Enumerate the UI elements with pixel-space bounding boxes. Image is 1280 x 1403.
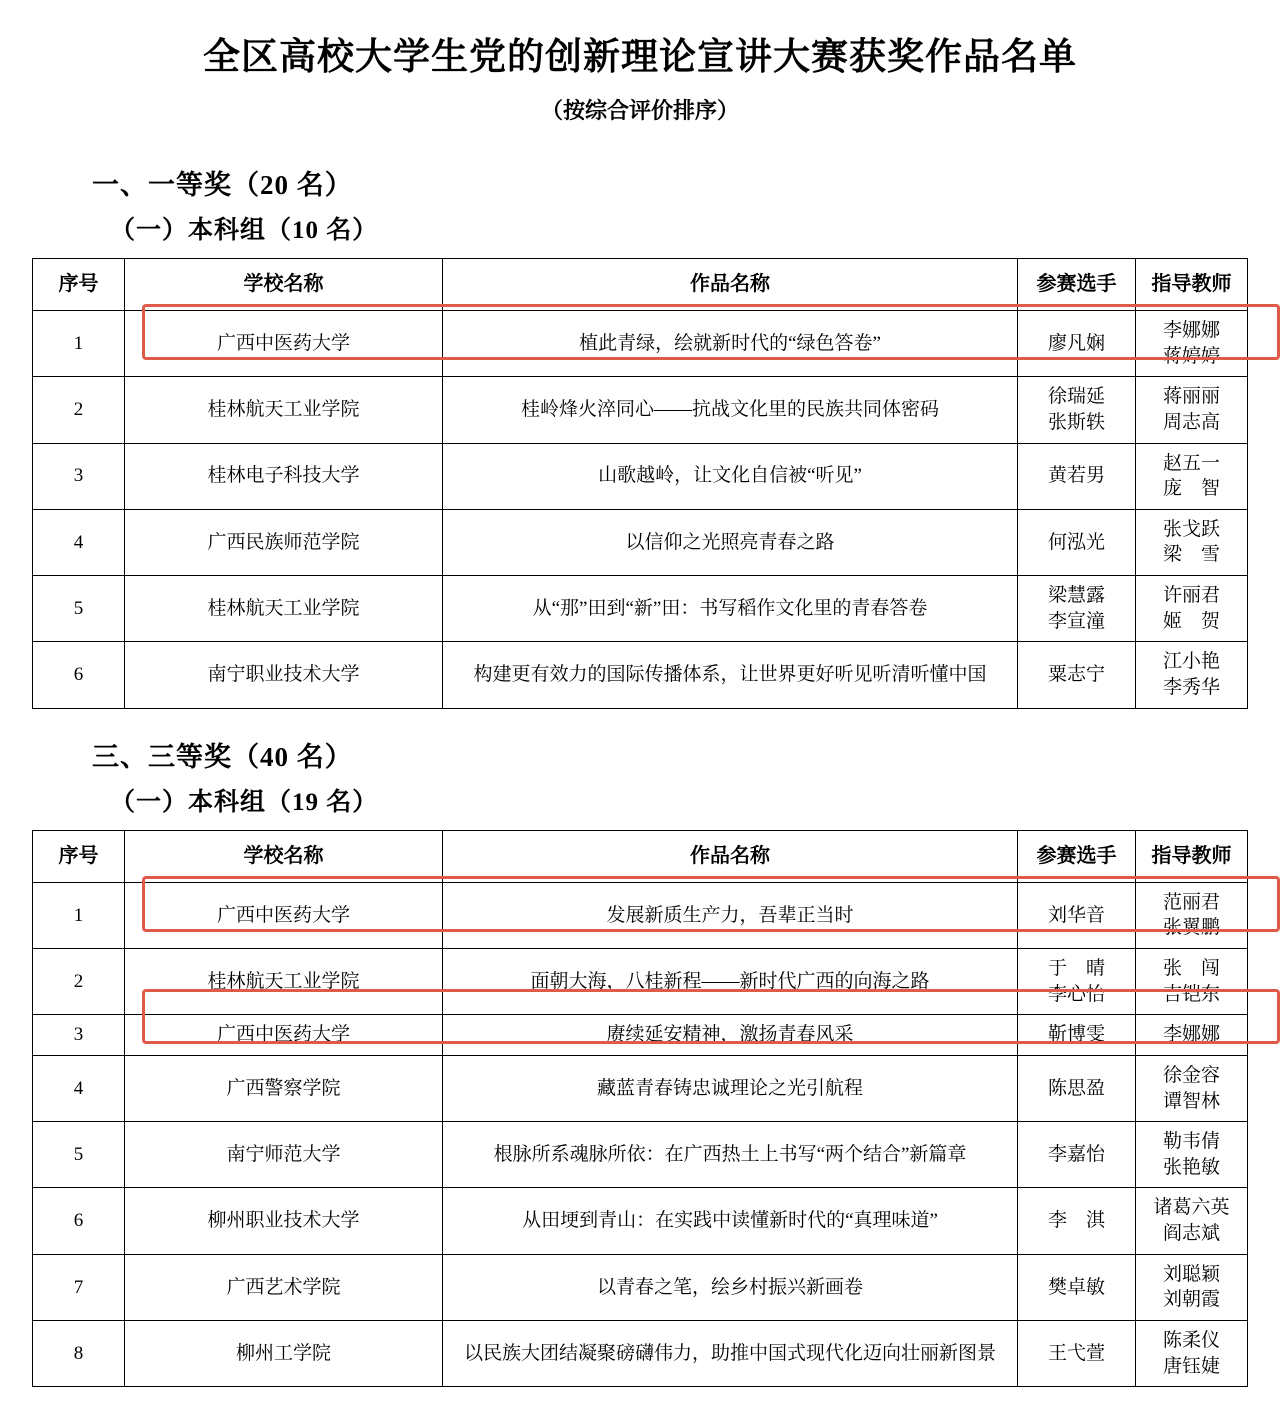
cell-work: 以民族大团结凝聚磅礴伟力，助推中国式现代化迈向壮丽新图景	[443, 1321, 1018, 1387]
cell-index: 6	[33, 1188, 125, 1254]
player-name: 刘华音	[1047, 904, 1105, 926]
cell-player	[1018, 1122, 1136, 1188]
table-row	[33, 1254, 1248, 1320]
table-container-third-prize	[32, 830, 1248, 1388]
teacher-name: 勒韦倩	[1162, 1131, 1220, 1153]
cell-index: 5	[33, 1122, 125, 1188]
table-header-row	[33, 259, 1248, 311]
teacher-name: 刘聪颖	[1162, 1263, 1220, 1285]
cell-teacher	[1136, 311, 1248, 377]
cell-teacher	[1136, 1122, 1248, 1188]
table-row	[33, 509, 1248, 575]
cell-school: 桂林航天工业学院	[125, 576, 443, 642]
cell-teacher	[1136, 642, 1248, 708]
cell-player	[1018, 1254, 1136, 1320]
cell-player	[1018, 576, 1136, 642]
cell-player	[1018, 443, 1136, 509]
cell-index: 3	[33, 443, 125, 509]
cell-teacher	[1136, 1188, 1248, 1254]
cell-teacher	[1136, 509, 1248, 575]
cell-index: 1	[33, 311, 125, 377]
cell-player	[1018, 509, 1136, 575]
column-header-player: 参赛选手	[1018, 830, 1136, 882]
player-name: 梁慧露	[1047, 585, 1105, 607]
cell-school: 柳州工学院	[125, 1321, 443, 1387]
teacher-name: 李娜娜	[1162, 1024, 1220, 1046]
cell-teacher	[1136, 1015, 1248, 1056]
cell-index: 4	[33, 509, 125, 575]
cell-school: 桂林航天工业学院	[125, 377, 443, 443]
teacher-name: 蒋丽丽	[1162, 386, 1220, 408]
player-name: 樊卓敏	[1047, 1276, 1105, 1298]
teacher-name: 诸葛六英	[1153, 1197, 1230, 1219]
cell-school: 广西民族师范学院	[125, 509, 443, 575]
cell-index: 8	[33, 1321, 125, 1387]
cell-work: 山歌越岭，让文化自信被“听见”	[443, 443, 1018, 509]
column-header-teacher: 指导教师	[1136, 830, 1248, 882]
table-row	[33, 311, 1248, 377]
teacher-name: 庞 智	[1162, 478, 1220, 500]
table-row	[33, 948, 1248, 1014]
cell-player	[1018, 1055, 1136, 1121]
cell-player	[1018, 377, 1136, 443]
section-heading-first-prize: 一、一等奖（20 名）	[92, 170, 353, 200]
cell-teacher	[1136, 1055, 1248, 1121]
cell-index: 5	[33, 576, 125, 642]
cell-teacher	[1136, 1321, 1248, 1387]
teacher-name: 蒋婷婷	[1162, 345, 1220, 367]
cell-work: 根脉所系魂脉所依：在广西热土上书写“两个结合”新篇章	[443, 1122, 1018, 1188]
teacher-name: 周志高	[1162, 411, 1220, 433]
table-row	[33, 1321, 1248, 1387]
cell-player	[1018, 311, 1136, 377]
cell-teacher	[1136, 1254, 1248, 1320]
cell-teacher	[1136, 377, 1248, 443]
cell-player	[1018, 1321, 1136, 1387]
cell-work: 发展新质生产力，吾辈正当时	[443, 882, 1018, 948]
player-name: 黄若男	[1047, 465, 1105, 487]
table-row	[33, 1015, 1248, 1056]
cell-work: 藏蓝青春铸忠诚理论之光引航程	[443, 1055, 1018, 1121]
column-header-player: 参赛选手	[1018, 259, 1136, 311]
cell-school: 广西中医药大学	[125, 1015, 443, 1056]
teacher-name: 赵五一	[1162, 452, 1220, 474]
section-heading-third-prize: 三、三等奖（40 名）	[92, 741, 353, 772]
cell-index: 7	[33, 1254, 125, 1320]
sub-heading-undergraduate-group-2: （一）本科组（19 名）	[110, 788, 379, 816]
award-table-third-prize	[32, 830, 1248, 1388]
cell-school: 广西艺术学院	[125, 1254, 443, 1320]
table-row	[33, 882, 1248, 948]
table-row	[33, 576, 1248, 642]
table-row	[33, 642, 1248, 708]
cell-player	[1018, 642, 1136, 708]
cell-school: 桂林电子科技大学	[125, 443, 443, 509]
cell-player	[1018, 1015, 1136, 1056]
teacher-name: 江小艳	[1162, 651, 1220, 673]
teacher-name: 张艳敏	[1162, 1156, 1220, 1178]
teacher-name: 刘朝霞	[1162, 1289, 1220, 1311]
cell-work: 以信仰之光照亮青春之路	[443, 509, 1018, 575]
teacher-name: 唐钰婕	[1162, 1355, 1220, 1377]
player-name: 粟志宁	[1047, 664, 1105, 686]
column-header-school: 学校名称	[125, 830, 443, 882]
cell-school: 广西警察学院	[125, 1055, 443, 1121]
table-row	[33, 1055, 1248, 1121]
player-name: 靳博雯	[1047, 1024, 1105, 1046]
player-name: 王弋萱	[1047, 1342, 1105, 1364]
cell-work: 从田埂到青山：在实践中读懂新时代的“真理味道”	[443, 1188, 1018, 1254]
teacher-name: 李秀华	[1162, 677, 1220, 699]
table-row	[33, 1188, 1248, 1254]
cell-work: 以青春之笔，绘乡村振兴新画卷	[443, 1254, 1018, 1320]
player-name: 李宣潼	[1047, 610, 1105, 632]
player-name: 陈思盈	[1047, 1077, 1105, 1099]
column-header-work: 作品名称	[443, 830, 1018, 882]
cell-player	[1018, 882, 1136, 948]
page-title: 全区高校大学生党的创新理论宣讲大赛获奖作品名单	[203, 36, 1077, 77]
teacher-name: 吉铠东	[1162, 983, 1220, 1005]
column-header-teacher: 指导教师	[1136, 259, 1248, 311]
player-name: 李心怡	[1047, 983, 1105, 1005]
column-header-work: 作品名称	[443, 259, 1018, 311]
cell-player	[1018, 948, 1136, 1014]
teacher-name: 张翼鹏	[1162, 917, 1220, 939]
cell-index: 1	[33, 882, 125, 948]
cell-teacher	[1136, 882, 1248, 948]
sub-heading-undergraduate-group-1: （一）本科组（10 名）	[110, 217, 379, 244]
table-row	[33, 1122, 1248, 1188]
table-row	[33, 443, 1248, 509]
cell-work: 赓续延安精神，激扬青春风采	[443, 1015, 1018, 1056]
cell-school: 柳州职业技术大学	[125, 1188, 443, 1254]
cell-school: 广西中医药大学	[125, 882, 443, 948]
page-subtitle: （按综合评价排序）	[540, 98, 739, 123]
cell-work: 面朝大海，八桂新程——新时代广西的向海之路	[443, 948, 1018, 1014]
player-name: 张斯轶	[1047, 411, 1105, 433]
cell-work: 构建更有效力的国际传播体系，让世界更好听见听清听懂中国	[443, 642, 1018, 708]
cell-school: 南宁师范大学	[125, 1122, 443, 1188]
table-container-first-prize	[32, 258, 1248, 709]
cell-index: 6	[33, 642, 125, 708]
table-header-row	[33, 830, 1248, 882]
cell-school: 桂林航天工业学院	[125, 948, 443, 1014]
cell-index: 2	[33, 377, 125, 443]
teacher-name: 范丽君	[1162, 891, 1220, 913]
cell-school: 南宁职业技术大学	[125, 642, 443, 708]
player-name: 廖凡娴	[1047, 332, 1105, 354]
teacher-name: 谭智林	[1162, 1090, 1220, 1112]
column-header-index: 序号	[33, 259, 125, 311]
cell-teacher	[1136, 576, 1248, 642]
column-header-index: 序号	[33, 830, 125, 882]
cell-work: 从“那”田到“新”田：书写稻作文化里的青春答卷	[443, 576, 1018, 642]
cell-index: 4	[33, 1055, 125, 1121]
cell-player	[1018, 1188, 1136, 1254]
teacher-name: 许丽君	[1162, 585, 1220, 607]
cell-teacher	[1136, 948, 1248, 1014]
teacher-name: 梁 雪	[1162, 544, 1220, 566]
award-table-body-third-prize	[33, 882, 1248, 1387]
cell-work: 桂岭烽火淬同心——抗战文化里的民族共同体密码	[443, 377, 1018, 443]
award-table-first-prize	[32, 258, 1248, 709]
teacher-name: 阎志斌	[1162, 1223, 1220, 1245]
teacher-name: 张 闯	[1162, 957, 1220, 979]
teacher-name: 姬 贺	[1162, 610, 1220, 632]
player-name: 李嘉怡	[1047, 1143, 1105, 1165]
column-header-school: 学校名称	[125, 259, 443, 311]
cell-index: 3	[33, 1015, 125, 1056]
player-name: 于 晴	[1047, 957, 1105, 979]
award-table-body-first-prize	[33, 311, 1248, 709]
cell-work: 植此青绿，绘就新时代的“绿色答卷”	[443, 311, 1018, 377]
teacher-name: 李娜娜	[1162, 320, 1220, 341]
cell-index: 2	[33, 948, 125, 1014]
teacher-name: 徐金容	[1162, 1064, 1220, 1086]
player-name: 李 淇	[1047, 1210, 1105, 1232]
teacher-name: 张戈跃	[1162, 518, 1220, 540]
cell-school: 广西中医药大学	[125, 311, 443, 377]
teacher-name: 陈柔仪	[1162, 1330, 1220, 1352]
table-row	[33, 377, 1248, 443]
cell-teacher	[1136, 443, 1248, 509]
player-name: 徐瑞延	[1047, 386, 1105, 408]
player-name: 何泓光	[1047, 531, 1105, 553]
